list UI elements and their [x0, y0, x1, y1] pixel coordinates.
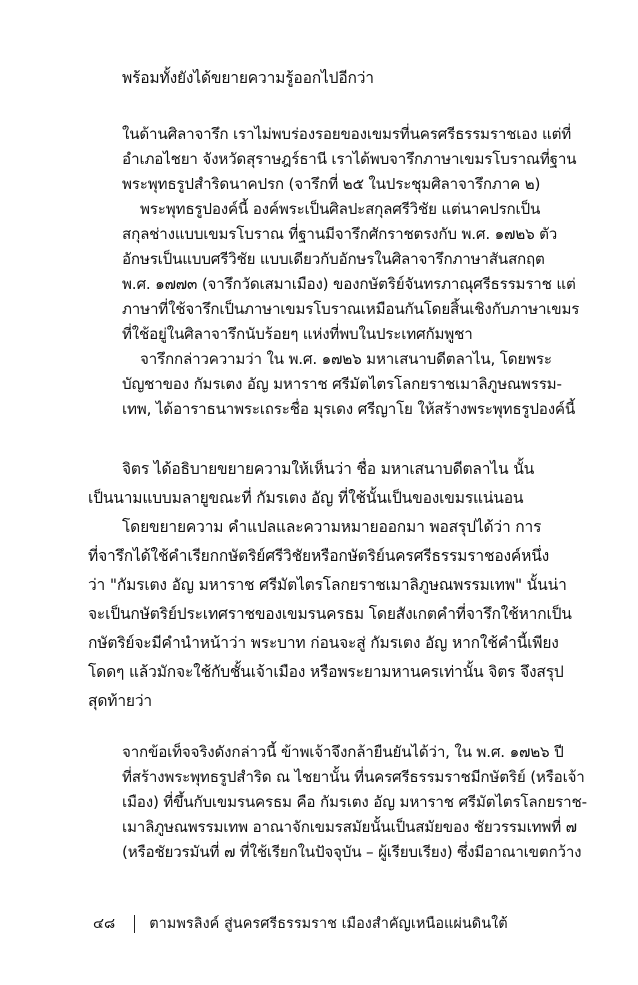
- quote1-line: พระพุทธรูปสำริดนาคปรก (จารึกที่ ๒๕ ในประชุมศิลาจารึกภาค ๒): [122, 175, 541, 193]
- body-line: กษัตริย์จะมีคำนำหน้าว่า พระบาท ก่อนจะสู่ กัมรเตง อัญ หากใช้คำนี้เพียง: [88, 634, 559, 652]
- intro-line: พร้อมทั้งยังได้ขยายความรู้ออกไปอีกว่า: [122, 69, 374, 87]
- quote1-line: ที่ใช้อยู่ในศิลาจารึกนับร้อยๆ แห่งที่พบในประเทศกัมพูชา: [122, 325, 473, 343]
- quote1-line: สกุลช่างแบบเขมรโบราณ ที่ฐานมีจารึกศักราชตรงกับ พ.ศ. ๑๗๒๖ ตัว: [122, 225, 558, 243]
- quote1-line: ในด้านศิลาจารึก เราไม่พบร่องรอยของเขมรที่นครศรีธรรมราชเอง แต่ที่: [122, 125, 572, 143]
- body-line: จิตร ได้อธิบายขยายความให้เห็นว่า ชื่อ มหาเสนาบดีตลาไน นั้น: [122, 460, 535, 478]
- quote2-line: จากข้อเท็จจริงดังกล่าวนี้ ข้าพเจ้าจึงกล้ายืนยันได้ว่า, ใน พ.ศ. ๑๗๒๖ ปี: [122, 743, 564, 761]
- body-line: ที่จารึกได้ใช้คำเรียกกษัตริย์ศรีวิชัยหรือกษัตริย์นครศรีธรรมราชองค์หนึ่ง: [88, 547, 550, 565]
- page-number: ๔๘: [93, 916, 116, 932]
- footer-divider: [134, 915, 135, 933]
- quote2-line: ที่สร้างพระพุทธรูปสำริด ณ ไชยานั้น ที่นครศรีธรรมราชมีกษัตริย์ (หรือเจ้า: [122, 768, 585, 786]
- body-line: ว่า "กัมรเตง อัญ มหาราช ศรีมัตไตรโลกยราชเมาลิภูษณพรรมเทพ" นั้นน่า: [88, 576, 567, 594]
- quote1-line: อำเภอไชยา จังหวัดสุราษฎร์ธานี เราได้พบจารึกภาษาเขมรโบราณที่ฐาน: [122, 150, 577, 168]
- quote1-line: พ.ศ. ๑๗๗๓ (จารึกวัดเสมาเมือง) ของกษัตริย์จันทรภาณุศรีธรรมราช แต่: [122, 275, 576, 293]
- body-line: สุดท้ายว่า: [88, 692, 152, 710]
- quote2-line: (หรือชัยวรมันที่ ๗ ที่ใช้เรียกในปัจจุบัน – ผู้เรียบเรียง) ซึ่งมีอาณาเขตกว้าง: [122, 843, 582, 861]
- body-line: โดยขยายความ คำแปลและความหมายออกมา พอสรุปได้ว่า การ: [122, 518, 542, 536]
- quote1-line: ภาษาที่ใช้จารึกเป็นภาษาเขมรโบราณเหมือนกันโดยสิ้นเชิงกับภาษาเขมร: [122, 300, 580, 318]
- quote1-line: เทพ, ได้อาราธนาพระเถระชื่อ มุรเดง ศรีญาโย ให้สร้างพระพุทธรูปองค์นี้: [122, 400, 576, 418]
- quote1-line: บัญชาของ กัมรเตง อัญ มหาราช ศรีมัตไตรโลกยราชเมาลิภูษณพรรม-: [122, 375, 562, 393]
- running-title: ตามพรลิงค์ สู่นครศรีธรรมราช เมืองสำคัญเหนือแผ่นดินใต้: [149, 916, 508, 932]
- quote2-line: เมาลิภูษณพรรมเทพ อาณาจักเขมรสมัยนั้นเป็นสมัยของ ชัยวรรมเทพที่ ๗: [122, 818, 577, 836]
- quote1-line: จารึกกล่าวความว่า ใน พ.ศ. ๑๗๒๖ มหาเสนาบดีตลาไน, โดยพระ: [140, 350, 552, 368]
- quote2-line: เมือง) ที่ขึ้นกับเขมรนครธม คือ กัมรเตง อัญ มหาราช ศรีมัตไตรโลกยราช-: [122, 793, 587, 811]
- body-line: จะเป็นกษัตริย์ประเทศราชของเขมรนครธม โดยสังเกตคำที่จารึกใช้หากเป็น: [88, 605, 572, 623]
- quote1-line: อักษรเป็นแบบศรีวิชัย แบบเดียวกับอักษรในศิลาจารึกภาษาสันสกฤต: [122, 250, 545, 268]
- quote1-line: พระพุทธรูปองค์นี้ องค์พระเป็นศิลปะสกุลศรีวิชัย แต่นาคปรกเป็น: [140, 200, 541, 218]
- body-line: โดดๆ แล้วมักจะใช้กับชั้นเจ้าเมือง หรือพระยามหานครเท่านั้น จิตร จึงสรุป: [88, 663, 564, 681]
- page-footer: [93, 912, 508, 935]
- body-line: เป็นนามแบบมลายูขณะที่ กัมรเตง อัญ ที่ใช้นั้นเป็นของเขมรแน่นอน: [88, 489, 524, 507]
